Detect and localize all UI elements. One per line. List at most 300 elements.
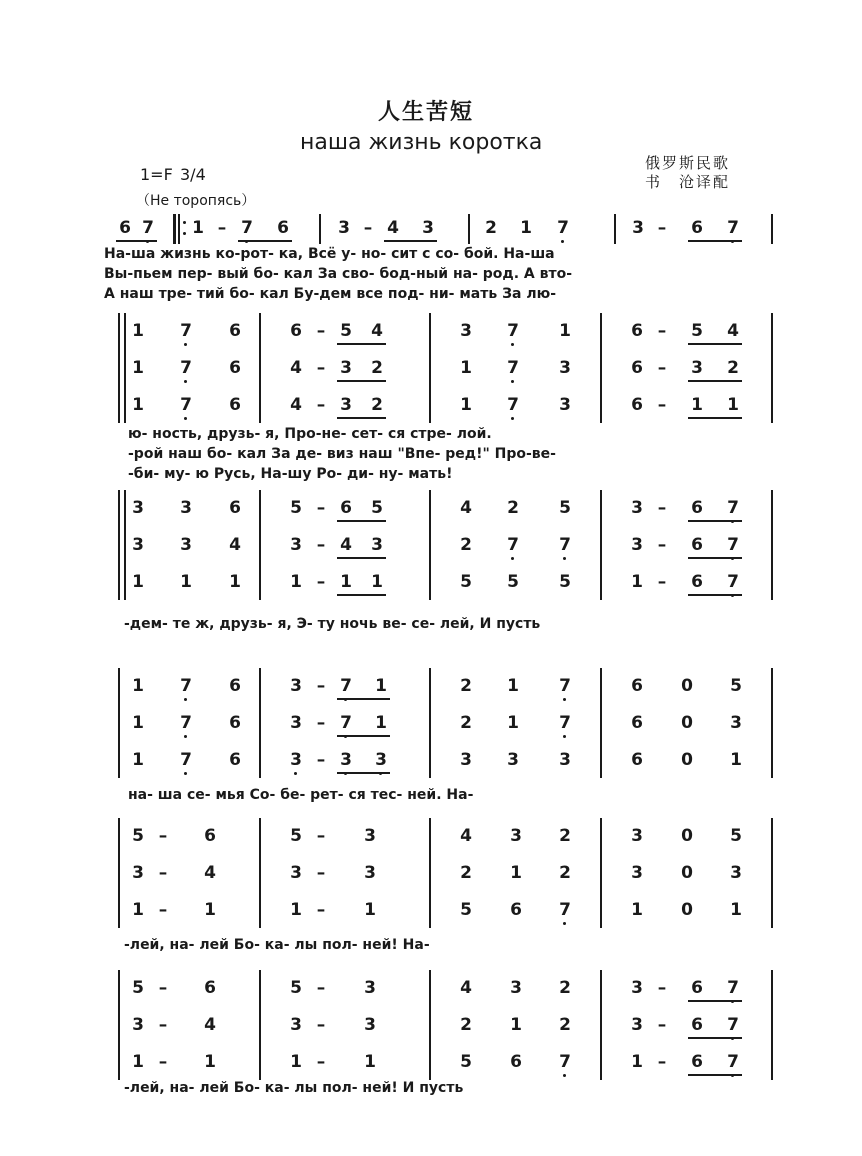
note: 3 xyxy=(460,321,472,341)
note: 6 xyxy=(631,395,643,415)
note: 2 xyxy=(460,713,472,733)
note: 4 xyxy=(290,395,302,415)
note: 5 xyxy=(507,572,519,592)
note: 6 xyxy=(691,218,703,238)
eighth-underline xyxy=(337,417,386,419)
note: 1 xyxy=(507,676,519,696)
note: 7 xyxy=(336,713,356,733)
note: 5 xyxy=(371,498,383,518)
note: 2 xyxy=(559,1015,571,1035)
note: 4 xyxy=(460,978,472,998)
note: 5 xyxy=(559,498,571,518)
eighth-underline xyxy=(337,520,386,522)
note: 6 xyxy=(119,218,131,238)
note: 3 xyxy=(559,395,571,415)
lyric-line: -дем- те ж, друзь- я, Э- ту ночь ве- се- лей, И пусть xyxy=(124,616,541,632)
note: 7 xyxy=(555,535,575,555)
note: – xyxy=(158,826,168,846)
note: 3 xyxy=(631,978,643,998)
eighth-underline xyxy=(116,240,157,242)
barline xyxy=(259,668,261,778)
eighth-underline xyxy=(688,1000,742,1002)
note: 1 xyxy=(204,900,216,920)
note: 4 xyxy=(204,1015,216,1035)
note: 3 xyxy=(290,676,302,696)
note: 5 xyxy=(460,1052,472,1072)
eighth-underline xyxy=(688,1074,742,1076)
note: 1 xyxy=(460,395,472,415)
note: – xyxy=(657,1015,667,1035)
note: 6 xyxy=(631,358,643,378)
note: 4 xyxy=(204,863,216,883)
note: 3 xyxy=(559,750,571,770)
barline xyxy=(468,214,470,244)
note: 3 xyxy=(510,978,522,998)
eighth-underline xyxy=(688,380,742,382)
note: 1 xyxy=(132,676,144,696)
note: 7 xyxy=(176,358,196,378)
note: 3 xyxy=(364,863,376,883)
note: 1 xyxy=(290,1052,302,1072)
note: 3 xyxy=(132,1015,144,1035)
note: 3 xyxy=(180,535,192,555)
note: – xyxy=(316,900,326,920)
note: 5 xyxy=(290,826,302,846)
note: 1 xyxy=(375,676,387,696)
note: 3 xyxy=(364,1015,376,1035)
barline xyxy=(600,818,602,928)
system-left-bar xyxy=(118,818,120,928)
octave-dot-below xyxy=(184,417,187,420)
note: – xyxy=(657,535,667,555)
eighth-underline xyxy=(688,594,742,596)
note: 7 xyxy=(723,218,743,238)
note: 2 xyxy=(371,395,383,415)
note: 3 xyxy=(631,826,643,846)
note: 1 xyxy=(631,900,643,920)
note: 4 xyxy=(229,535,241,555)
note: – xyxy=(657,218,667,238)
barline xyxy=(319,214,321,244)
octave-dot-below xyxy=(563,922,566,925)
eighth-underline xyxy=(337,594,386,596)
note: 3 xyxy=(631,535,643,555)
note: 5 xyxy=(132,978,144,998)
note: 5 xyxy=(730,676,742,696)
note: 2 xyxy=(460,535,472,555)
octave-dot-below xyxy=(563,557,566,560)
lyric-line: -рой наш бо- кал За де- виз наш "Впе- ред!" Про-ве- xyxy=(128,446,556,462)
note: 1 xyxy=(507,713,519,733)
note: 6 xyxy=(229,498,241,518)
system-left-bar xyxy=(118,668,120,778)
note: – xyxy=(316,750,326,770)
note: 3 xyxy=(371,535,383,555)
note: 4 xyxy=(460,498,472,518)
note: 7 xyxy=(138,218,158,238)
note: 3 xyxy=(336,750,356,770)
note: 3 xyxy=(691,358,703,378)
note: – xyxy=(158,978,168,998)
note: 6 xyxy=(229,395,241,415)
note: 7 xyxy=(723,978,743,998)
lyric-line: -би- му- ю Русь, На-шу Ро- ди- ну- мать! xyxy=(128,466,453,482)
note: 6 xyxy=(631,713,643,733)
eighth-underline xyxy=(337,343,386,345)
repeat-bar-thick xyxy=(173,214,176,244)
octave-dot-below xyxy=(184,343,187,346)
note: 7 xyxy=(237,218,257,238)
note: 1 xyxy=(364,1052,376,1072)
note: – xyxy=(657,358,667,378)
eighth-underline xyxy=(337,380,386,382)
note: 6 xyxy=(204,978,216,998)
note: 2 xyxy=(460,863,472,883)
note: 2 xyxy=(559,863,571,883)
note: – xyxy=(316,535,326,555)
octave-dot-below xyxy=(184,698,187,701)
note: 2 xyxy=(485,218,497,238)
note: 3 xyxy=(180,498,192,518)
note: 1 xyxy=(520,218,532,238)
note: 6 xyxy=(691,498,703,518)
repeat-bar-thin xyxy=(178,214,180,244)
bar-divider xyxy=(124,313,126,423)
note: 5 xyxy=(132,826,144,846)
note: 7 xyxy=(503,535,523,555)
note: 3 xyxy=(631,863,643,883)
note: 6 xyxy=(691,1052,703,1072)
barline xyxy=(259,490,261,600)
note: – xyxy=(316,498,326,518)
note: 3 xyxy=(290,713,302,733)
note: 1 xyxy=(691,395,703,415)
note: – xyxy=(316,863,326,883)
note: – xyxy=(158,863,168,883)
note: – xyxy=(316,572,326,592)
note: 7 xyxy=(555,676,575,696)
barline xyxy=(600,668,602,778)
barline xyxy=(771,490,773,600)
note: 6 xyxy=(691,978,703,998)
note: – xyxy=(316,676,326,696)
note: 1 xyxy=(375,713,387,733)
eighth-underline xyxy=(384,240,437,242)
note: 7 xyxy=(723,1052,743,1072)
note: 1 xyxy=(631,1052,643,1072)
note: 3 xyxy=(132,498,144,518)
barline xyxy=(771,214,773,244)
barline xyxy=(429,818,431,928)
note: – xyxy=(657,498,667,518)
note: 0 xyxy=(681,750,693,770)
note: – xyxy=(316,713,326,733)
note: 0 xyxy=(681,826,693,846)
note: – xyxy=(657,395,667,415)
note: 1 xyxy=(727,395,739,415)
credit-translator: 书 沧译配 xyxy=(645,173,731,191)
barline xyxy=(600,490,602,600)
note: 3 xyxy=(364,978,376,998)
octave-dot-below xyxy=(511,380,514,383)
note: 7 xyxy=(176,750,196,770)
title-chinese: 人生苦短 xyxy=(378,99,475,125)
note: 3 xyxy=(364,826,376,846)
note: 5 xyxy=(559,572,571,592)
note: 6 xyxy=(229,321,241,341)
note: – xyxy=(158,1015,168,1035)
note: 1 xyxy=(631,572,643,592)
barline xyxy=(771,668,773,778)
note: 3 xyxy=(730,713,742,733)
note: 1 xyxy=(559,321,571,341)
note: 7 xyxy=(176,395,196,415)
note: 5 xyxy=(340,321,352,341)
octave-dot-below xyxy=(511,557,514,560)
note: – xyxy=(316,395,326,415)
system-left-bar xyxy=(118,490,120,600)
note: 4 xyxy=(727,321,739,341)
barline xyxy=(771,970,773,1080)
note: 7 xyxy=(555,900,575,920)
note: 7 xyxy=(723,572,743,592)
note: 6 xyxy=(340,498,352,518)
note: 6 xyxy=(229,713,241,733)
note: 7 xyxy=(336,676,356,696)
note: 3 xyxy=(290,535,302,555)
note: 4 xyxy=(290,358,302,378)
note: – xyxy=(217,218,227,238)
octave-dot-below xyxy=(511,343,514,346)
note: 7 xyxy=(723,1015,743,1035)
note: 2 xyxy=(507,498,519,518)
note: 6 xyxy=(510,1052,522,1072)
note: 3 xyxy=(422,218,434,238)
lyric-line: А наш тре- тий бо- кал Бу-дем все под- ни- мать За лю- xyxy=(104,286,557,302)
note: 3 xyxy=(340,358,352,378)
note: 6 xyxy=(277,218,289,238)
note: 3 xyxy=(371,750,391,770)
note: 6 xyxy=(631,750,643,770)
eighth-underline xyxy=(688,557,742,559)
barline xyxy=(600,970,602,1080)
note: 6 xyxy=(204,826,216,846)
note: 5 xyxy=(460,572,472,592)
key-signature: 1=F xyxy=(140,165,173,184)
barline xyxy=(429,668,431,778)
note: 1 xyxy=(510,1015,522,1035)
note: 0 xyxy=(681,676,693,696)
octave-dot-below xyxy=(563,1074,566,1077)
note: 0 xyxy=(681,900,693,920)
note: 3 xyxy=(730,863,742,883)
note: 1 xyxy=(132,900,144,920)
eighth-underline xyxy=(688,343,742,345)
note: 3 xyxy=(631,498,643,518)
note: 7 xyxy=(723,535,743,555)
note: 7 xyxy=(176,713,196,733)
note: – xyxy=(316,1015,326,1035)
note: 3 xyxy=(632,218,644,238)
lyric-line: -лей, на- лей Бо- ка- лы пол- ней! На- xyxy=(124,937,430,953)
note: 5 xyxy=(691,321,703,341)
note: 6 xyxy=(229,750,241,770)
note: 1 xyxy=(132,1052,144,1072)
note: 7 xyxy=(555,713,575,733)
note: 2 xyxy=(559,978,571,998)
system-left-bar xyxy=(118,970,120,1080)
octave-dot-below xyxy=(563,735,566,738)
note: 0 xyxy=(681,863,693,883)
note: 3 xyxy=(460,750,472,770)
note: 6 xyxy=(691,1015,703,1035)
note: 3 xyxy=(340,395,352,415)
note: 2 xyxy=(559,826,571,846)
note: – xyxy=(657,572,667,592)
system-left-bar xyxy=(118,313,120,423)
lyric-line: -лей, на- лей Бо- ка- лы пол- ней! И пусть xyxy=(124,1080,464,1096)
note: 2 xyxy=(727,358,739,378)
note: – xyxy=(316,978,326,998)
note: 3 xyxy=(290,863,302,883)
note: 3 xyxy=(132,535,144,555)
note: 3 xyxy=(338,218,350,238)
octave-dot-below xyxy=(294,772,297,775)
note: 7 xyxy=(176,676,196,696)
note: – xyxy=(657,321,667,341)
eighth-underline xyxy=(337,557,386,559)
eighth-underline xyxy=(337,772,390,774)
note: 7 xyxy=(553,218,573,238)
note: 6 xyxy=(691,535,703,555)
note: – xyxy=(158,1052,168,1072)
note: 6 xyxy=(631,676,643,696)
barline xyxy=(771,313,773,423)
eighth-underline xyxy=(688,240,742,242)
octave-dot-below xyxy=(184,735,187,738)
note: 3 xyxy=(286,750,306,770)
note: 1 xyxy=(290,900,302,920)
repeat-dot xyxy=(183,232,186,235)
note: 1 xyxy=(340,572,352,592)
octave-dot-below xyxy=(563,698,566,701)
note: 3 xyxy=(290,1015,302,1035)
note: 4 xyxy=(340,535,352,555)
note: 1 xyxy=(510,863,522,883)
note: 5 xyxy=(290,978,302,998)
note: 1 xyxy=(290,572,302,592)
note: – xyxy=(316,826,326,846)
note: 1 xyxy=(364,900,376,920)
barline xyxy=(429,970,431,1080)
note: 6 xyxy=(691,572,703,592)
note: 6 xyxy=(290,321,302,341)
note: 2 xyxy=(460,676,472,696)
note: 4 xyxy=(371,321,383,341)
note: 7 xyxy=(555,1052,575,1072)
barline xyxy=(259,818,261,928)
note: 7 xyxy=(176,321,196,341)
note: 1 xyxy=(132,713,144,733)
eighth-underline xyxy=(238,240,292,242)
note: 1 xyxy=(204,1052,216,1072)
note: – xyxy=(657,1052,667,1072)
note: 7 xyxy=(503,358,523,378)
note: 3 xyxy=(631,1015,643,1035)
time-signature: 3/4 xyxy=(180,165,206,184)
eighth-underline xyxy=(688,1037,742,1039)
bar-divider xyxy=(124,490,126,600)
lyric-line: Вы-пьем пер- вый бо- кал За сво- бод-ный на- род. А вто- xyxy=(104,266,573,282)
octave-dot-below xyxy=(561,240,564,243)
eighth-underline xyxy=(337,698,390,700)
note: 1 xyxy=(229,572,241,592)
note: 4 xyxy=(387,218,399,238)
note: 1 xyxy=(132,395,144,415)
note: 6 xyxy=(510,900,522,920)
barline xyxy=(429,313,431,423)
note: 6 xyxy=(229,676,241,696)
note: 5 xyxy=(730,826,742,846)
eighth-underline xyxy=(337,735,390,737)
note: – xyxy=(316,358,326,378)
barline xyxy=(600,313,602,423)
note: – xyxy=(657,978,667,998)
repeat-dot xyxy=(183,221,186,224)
lyric-line: ю- ность, друзь- я, Про-не- сет- ся стре- лой. xyxy=(128,426,492,442)
note: 7 xyxy=(503,321,523,341)
eighth-underline xyxy=(688,417,742,419)
note: – xyxy=(316,1052,326,1072)
note: 1 xyxy=(730,900,742,920)
note: – xyxy=(316,321,326,341)
barline xyxy=(259,313,261,423)
note: 5 xyxy=(460,900,472,920)
note: 3 xyxy=(510,826,522,846)
note: 1 xyxy=(730,750,742,770)
note: 4 xyxy=(460,826,472,846)
note: 1 xyxy=(132,358,144,378)
credit-origin: 俄罗斯民歌 xyxy=(645,154,731,172)
lyric-line: На-ша жизнь ко-рот- ка, Всё у- но- сит с со- бой. На-ша xyxy=(104,246,555,262)
note: – xyxy=(363,218,373,238)
eighth-underline xyxy=(688,520,742,522)
note: 6 xyxy=(631,321,643,341)
note: 3 xyxy=(507,750,519,770)
note: 3 xyxy=(559,358,571,378)
octave-dot-below xyxy=(184,772,187,775)
barline xyxy=(259,970,261,1080)
note: 2 xyxy=(371,358,383,378)
note: – xyxy=(158,900,168,920)
barline xyxy=(429,490,431,600)
note: 1 xyxy=(132,321,144,341)
barline xyxy=(614,214,616,244)
octave-dot-below xyxy=(184,380,187,383)
note: 1 xyxy=(371,572,383,592)
note: 6 xyxy=(229,358,241,378)
note: 1 xyxy=(132,750,144,770)
note: 1 xyxy=(460,358,472,378)
note: 1 xyxy=(180,572,192,592)
barline xyxy=(771,818,773,928)
note: 1 xyxy=(132,572,144,592)
title-russian: наша жизнь коротка xyxy=(300,130,543,155)
note: 7 xyxy=(723,498,743,518)
note: 3 xyxy=(132,863,144,883)
lyric-line: на- ша се- мья Со- бе- рет- ся тес- ней. На- xyxy=(128,787,474,803)
note: 1 xyxy=(192,218,204,238)
